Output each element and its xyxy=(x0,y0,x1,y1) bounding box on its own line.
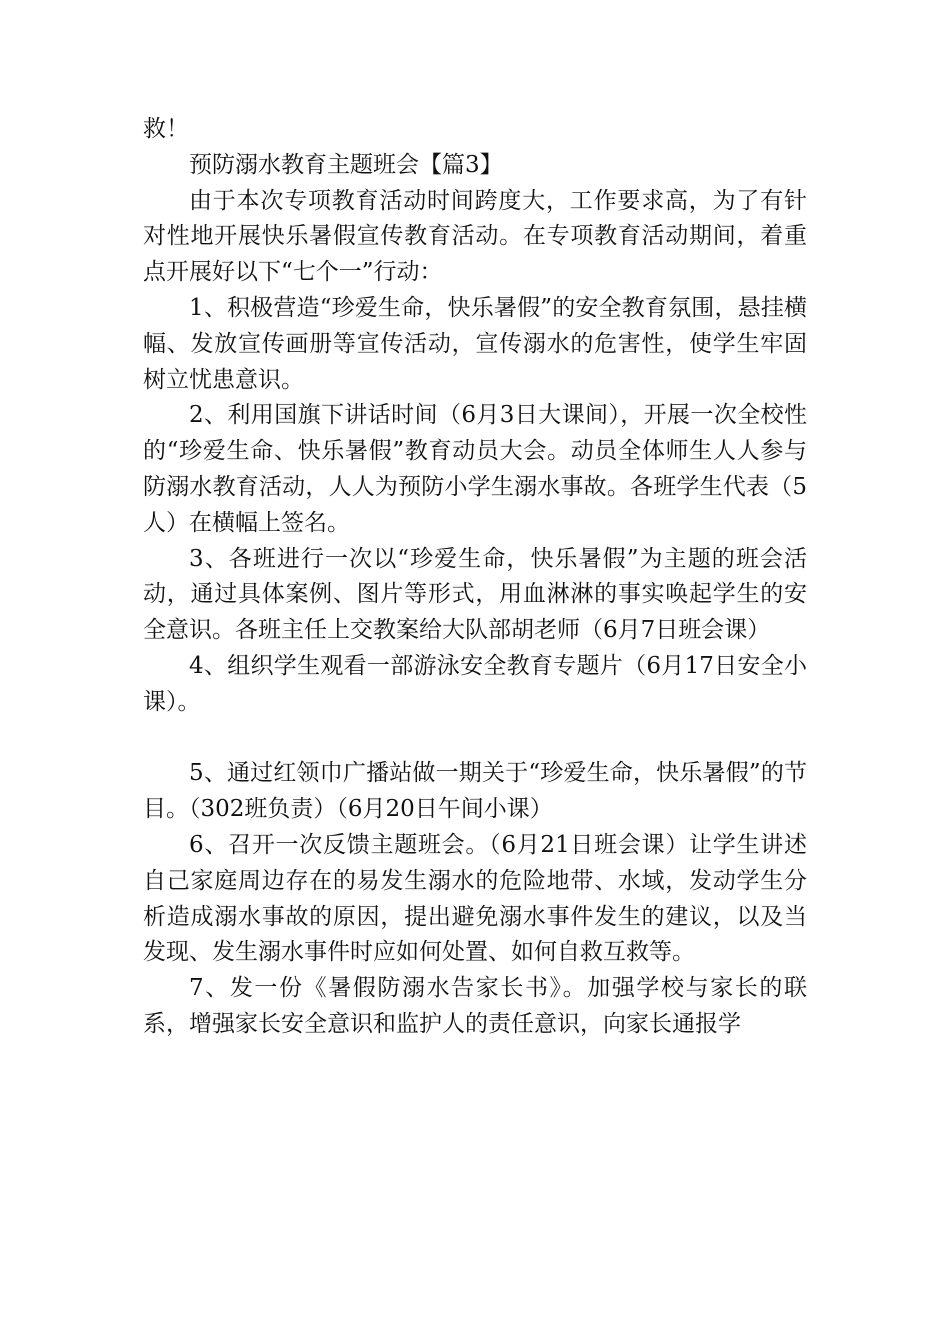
list-item-4: 4、组织学生观看一部游泳安全教育专题片（6月17日安全小课）。 xyxy=(143,652,807,715)
list-item-5: 5、通过红领巾广播站做一期关于“珍爱生命，快乐暑假”的节目。（302班负责）（6月20日午间小课） xyxy=(143,760,807,823)
document-body xyxy=(143,112,807,1043)
paragraph-continuation: 救！ xyxy=(143,116,189,142)
list-item-1: 1、积极营造“珍爱生命，快乐暑假”的安全教育氛围，悬挂横幅、发放宣传画册等宣传活动，宣传溺水的危害性，使学生牢固树立忧患意识。 xyxy=(143,294,807,393)
list-item-2: 2、利用国旗下讲话时间（6月3日大课间），开展一次全校性的“珍爱生命、快乐暑假”教育动员大会。动员全体师生人人参与防溺水教育活动，人人为预防小学生溺水事故。各班学生代表（5人）在横幅上签名。 xyxy=(143,402,807,536)
list-item-7: 7、发一份《暑假防溺水告家长书》。加强学校与家长的联系，增强家长安全意识和监护人的责任意识，向家长通报学 xyxy=(143,975,807,1037)
list-item-3: 3、各班进行一次以“珍爱生命，快乐暑假”为主题的班会活动，通过具体案例、图片等形式，用血淋淋的事实唤起学生的安全意识。各班主任上交教案给大队部胡老师（6月7日班会课） xyxy=(143,545,807,644)
section-heading: 预防溺水教育主题班会【篇3】 xyxy=(189,151,503,178)
list-item-6: 6、召开一次反馈主题班会。（6月21日班会课）让学生讲述自己家庭周边存在的易发生溺水的危险地带、水域，发动学生分析造成溺水事故的原因，提出避免溺水事件发生的建议，以及当发现、发生溺水事件时应如何处置、如何自救互救等。 xyxy=(143,831,807,966)
intro-paragraph: 由于本次专项教育活动时间跨度大，工作要求高，为了有针对性地开展快乐暑假宣传教育活动。在专项教育活动期间，着重点开展好以下“七个一”行动： xyxy=(143,187,807,286)
